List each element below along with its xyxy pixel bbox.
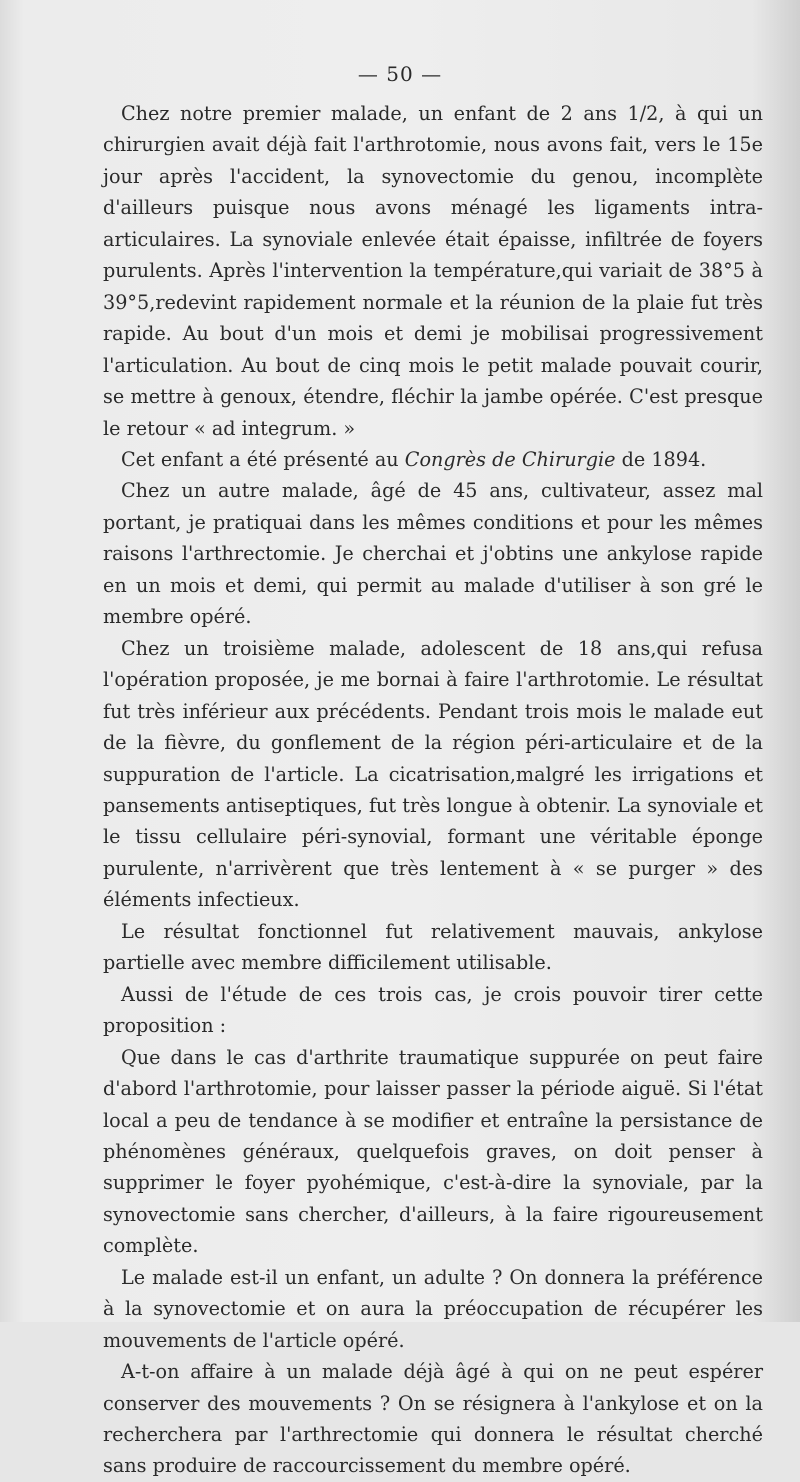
congress-before: Cet enfant a été présenté au	[121, 447, 405, 471]
paragraph-first-patient: Chez notre premier malade, un enfant de 2 ans 1/2, à qui un chirurgien avait déjà fait l'arthrotomie, nous avons fait, vers le 15e jour après l'accident, la synovectomie du genou, incomplète d'ailleurs puisque nous avons ménagé les ligaments intra-articulaires. La synoviale enlevée était épaisse, infiltrée de foyers purulents. Après l'intervention la température,qui variait de 38°5 à 39°5,redevint rapidement normale et la réunion de la plaie fut très rapide. Au bout d'un mois et demi je mobilisai progressivement l'articulation. Au bout de cinq mois le petit malade pouvait courir, se mettre à genoux, étendre, fléchir la jambe opérée. C'est presque le retour « ad integrum. »	[103, 102, 763, 440]
congress-title: Congrès de Chirurgie	[404, 447, 616, 471]
paragraph-elderly: A-t-on affaire à un malade déjà âgé à qui on ne peut espérer conserver des mouvements ? On se résignera à l'ankylose et on la recherchera par l'arthrectomie qui donnera le résultat cherché sans produire de raccourcissement du membre opéré.	[103, 1360, 763, 1478]
paragraph-second-patient: Chez un autre malade, âgé de 45 ans, cultivateur, assez mal portant, je pratiquai dans les mêmes conditions et pour les mêmes raisons l'arthrectomie. Je cherchai et j'obtins une ankylose rapide en un mois et demi, qui permit au malade d'utiliser à son gré le membre opéré.	[103, 479, 763, 629]
paragraph-third-patient: Chez un troisième malade, adolescent de 18 ans,qui refusa l'opération proposée, je me bornai à faire l'arthrotomie. Le résultat fut très inférieur aux précédents. Pendant trois mois le malade eut de la fièvre, du gonflement de la région péri-articulaire et de la suppuration de l'article. La cicatrisation,malgré les irrigations et pansements antiseptiques, fut très longue à obtenir. La synoviale et le tissu cellulaire péri-synovial, formant une véritable éponge purulente, n'arrivèrent que très lentement à « se purger » des éléments infectieux.	[103, 636, 763, 912]
paragraph-congress	[103, 444, 763, 475]
paragraph-functional-result: Le résultat fonctionnel fut relativement mauvais, ankylose partielle avec membre difficilement utilisable.	[103, 919, 763, 975]
body-text	[103, 98, 763, 1482]
paragraph-child-adult: Le malade est-il un enfant, un adulte ? On donnera la préférence à la synovectomie et on aura la préoccupation de récupérer les mouvements de l'article opéré.	[103, 1265, 763, 1352]
page-number: — 50 —	[357, 62, 443, 86]
paragraph-conclusion-intro: Aussi de l'étude de ces trois cas, je crois pouvoir tirer cette proposition :	[103, 982, 763, 1038]
paragraph-proposition: Que dans le cas d'arthrite traumatique suppurée on peut faire d'abord l'arthrotomie, pour laisser passer la période aiguë. Si l'état local a peu de tendance à se modifier et entraîne la persistance de phénomènes généraux, quelquefois graves, on doit penser à supprimer le foyer pyohémique, c'est-à-dire la synoviale, par la synovectomie sans chercher, d'ailleurs, à la faire rigoureusement complète.	[103, 1045, 763, 1258]
congress-after: de 1894.	[615, 447, 707, 471]
